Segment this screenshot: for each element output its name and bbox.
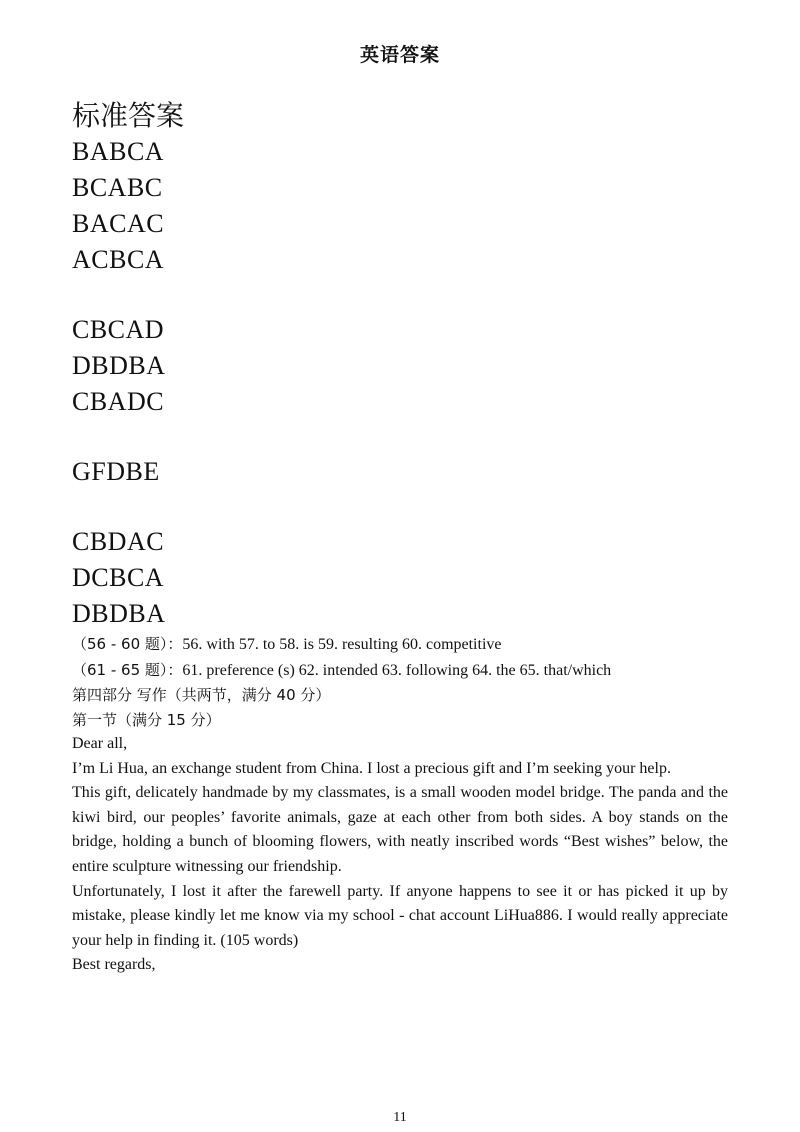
essay-paragraph: This gift, delicately handmade by my classmates, is a small wooden model bridge. The panda and the kiwi bird, our peoples’ favorite animals, gaze at each other from both sides. A boy stands on the bridge, holding a bunch of blooming flowers, with neatly inscribed words “Best wishes” below, the entire sculpture witnessing our friendship. <box>72 784 728 875</box>
grammar-range-label: （56 - 60 题）： <box>72 635 183 653</box>
essay-paragraph: Unfortunately, I lost it after the farewell party. If anyone happens to see it or has picked it up by mistake, please kindly let me know via my school - chat account LiHua886. I would really appreciate your help in finding it. (105 words) <box>72 882 728 949</box>
grammar-answer-61-65 <box>72 658 728 684</box>
answer-line: ACBCA <box>72 245 165 274</box>
answer-line: GFDBE <box>72 457 160 486</box>
standard-answer-title: 标准答案 <box>72 99 185 132</box>
essay-closing: Best regards, <box>72 956 156 974</box>
grammar-answers: 61. preference (s) 62. intended 63. following 64. the 65. that/which <box>182 661 612 679</box>
grammar-range-label: （61 - 65 题）： <box>72 660 183 679</box>
answer-group-4 <box>72 524 728 632</box>
answer-content <box>72 98 728 978</box>
answer-line: CBCAD <box>72 315 165 344</box>
answer-line: BCABC <box>72 173 163 202</box>
answer-line: CBDAC <box>72 527 165 556</box>
answer-group-1 <box>72 134 728 278</box>
answer-group-2 <box>72 312 728 420</box>
essay-greeting: Dear all, <box>72 735 128 752</box>
answer-group-3 <box>72 454 728 490</box>
grammar-answers: 56. with 57. to 58. is 59. resulting 60. competitive <box>182 636 502 653</box>
grammar-answer-56-60 <box>72 632 728 658</box>
group-spacer <box>72 278 728 312</box>
answer-line: DBDBA <box>72 599 166 628</box>
answer-line: BACAC <box>72 209 165 238</box>
sample-essay <box>72 732 728 978</box>
essay-paragraph: I’m Li Hua, an exchange student from China. I lost a precious gift and I’m seeking your help. <box>72 759 671 777</box>
writing-section-heading: 第一节（满分 15 分） <box>72 710 221 729</box>
answer-line: BABCA <box>72 137 165 166</box>
writing-part-heading: 第四部分 写作（共两节，满分 40 分） <box>72 686 331 704</box>
page-number: 11 <box>393 1110 407 1125</box>
page-header-title: 英语答案 <box>359 44 440 66</box>
answer-line: DCBCA <box>72 563 165 592</box>
group-spacer <box>72 490 728 524</box>
answer-line: CBADC <box>72 387 165 416</box>
group-spacer <box>72 420 728 454</box>
answer-line: DBDBA <box>72 351 166 380</box>
